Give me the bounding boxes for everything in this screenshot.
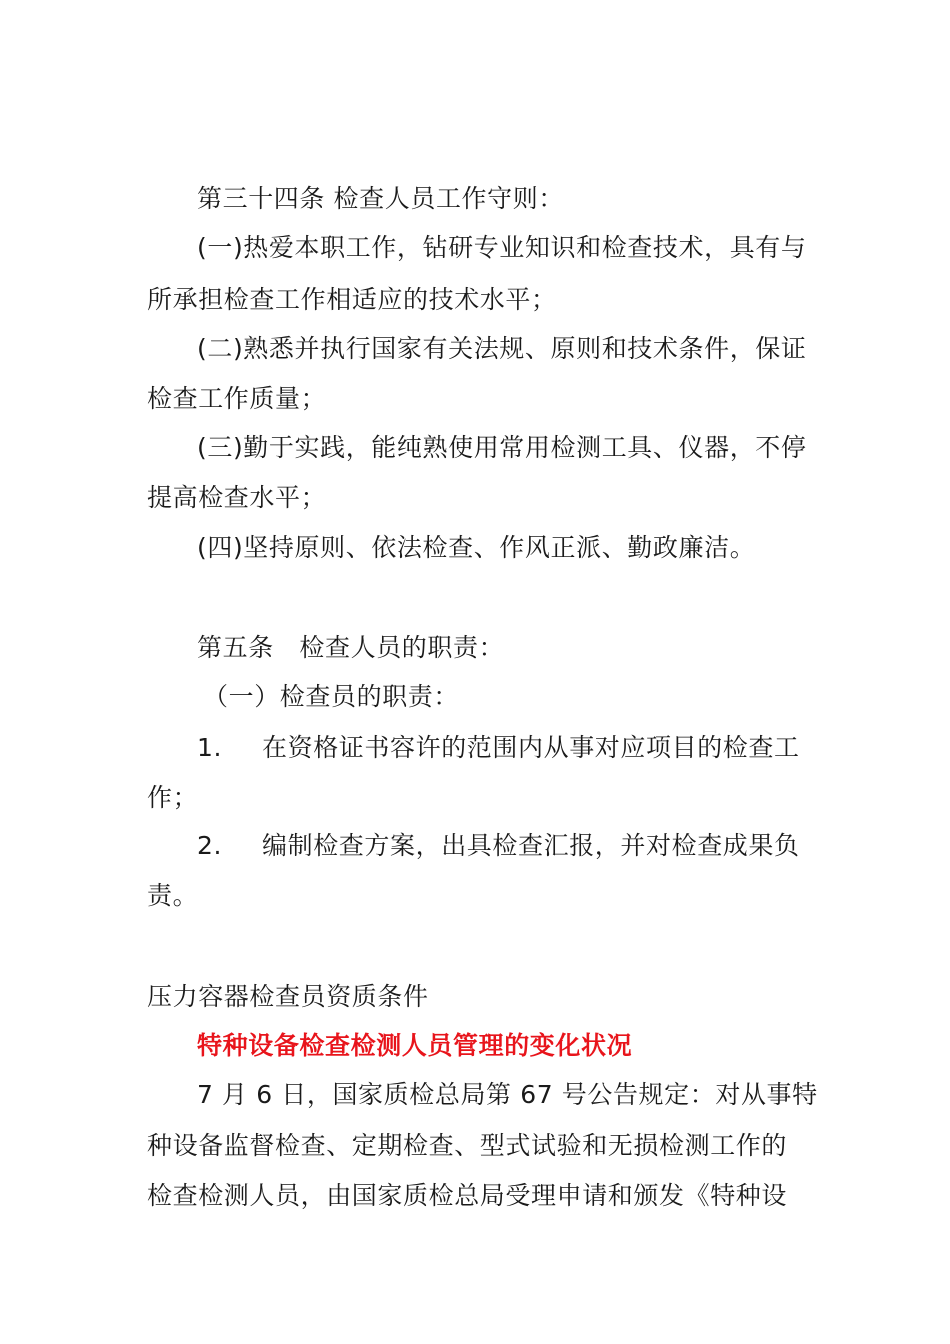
article34-item3-line2: 提高检查水平；	[147, 483, 327, 512]
article34-heading: 第三十四条 检查人员工作守则：	[197, 184, 564, 213]
article34-item2-line1: (二)熟悉并执行国家有关法规、原则和技术条件，保证	[197, 334, 807, 363]
list-number: 1.	[197, 733, 223, 762]
paragraph-line2: 种设备监督检查、定期检查、型式试验和无损检测工作的	[147, 1131, 788, 1160]
paragraph-line1: 7 月 6 日，国家质检总局第 67 号公告规定：对从事特	[197, 1080, 818, 1109]
article34-item1-line2: 所承担检查工作相适应的技术水平；	[147, 285, 557, 314]
list-text: 编制检查方案，出具检查汇报，并对检查成果负	[262, 831, 800, 860]
article5-subheading: （一）检查员的职责：	[203, 682, 460, 711]
article5-heading: 第五条 检查人员的职责：	[197, 633, 505, 662]
list-text: 在资格证书容许的范围内从事对应项目的检查工	[262, 733, 800, 762]
list-item-continuation: 责。	[147, 881, 199, 910]
list-item-continuation: 作；	[147, 783, 199, 812]
list-number: 2.	[197, 831, 223, 860]
article34-item4: (四)坚持原则、依法检查、作风正派、勤政廉洁。	[197, 533, 756, 562]
article34-item2-line2: 检查工作质量；	[147, 384, 327, 413]
section-title: 压力容器检查员资质条件	[147, 982, 429, 1011]
red-heading: 特种设备检查检测人员管理的变化状况	[197, 1031, 633, 1060]
paragraph-line3: 检查检测人员，由国家质检总局受理申请和颁发《特种设	[147, 1181, 788, 1210]
article34-item3-line1: (三)勤于实践，能纯熟使用常用检测工具、仪器，不停	[197, 433, 807, 462]
article34-item1-line1: (一)热爱本职工作，钻研专业知识和检查技术，具有与	[197, 233, 807, 262]
